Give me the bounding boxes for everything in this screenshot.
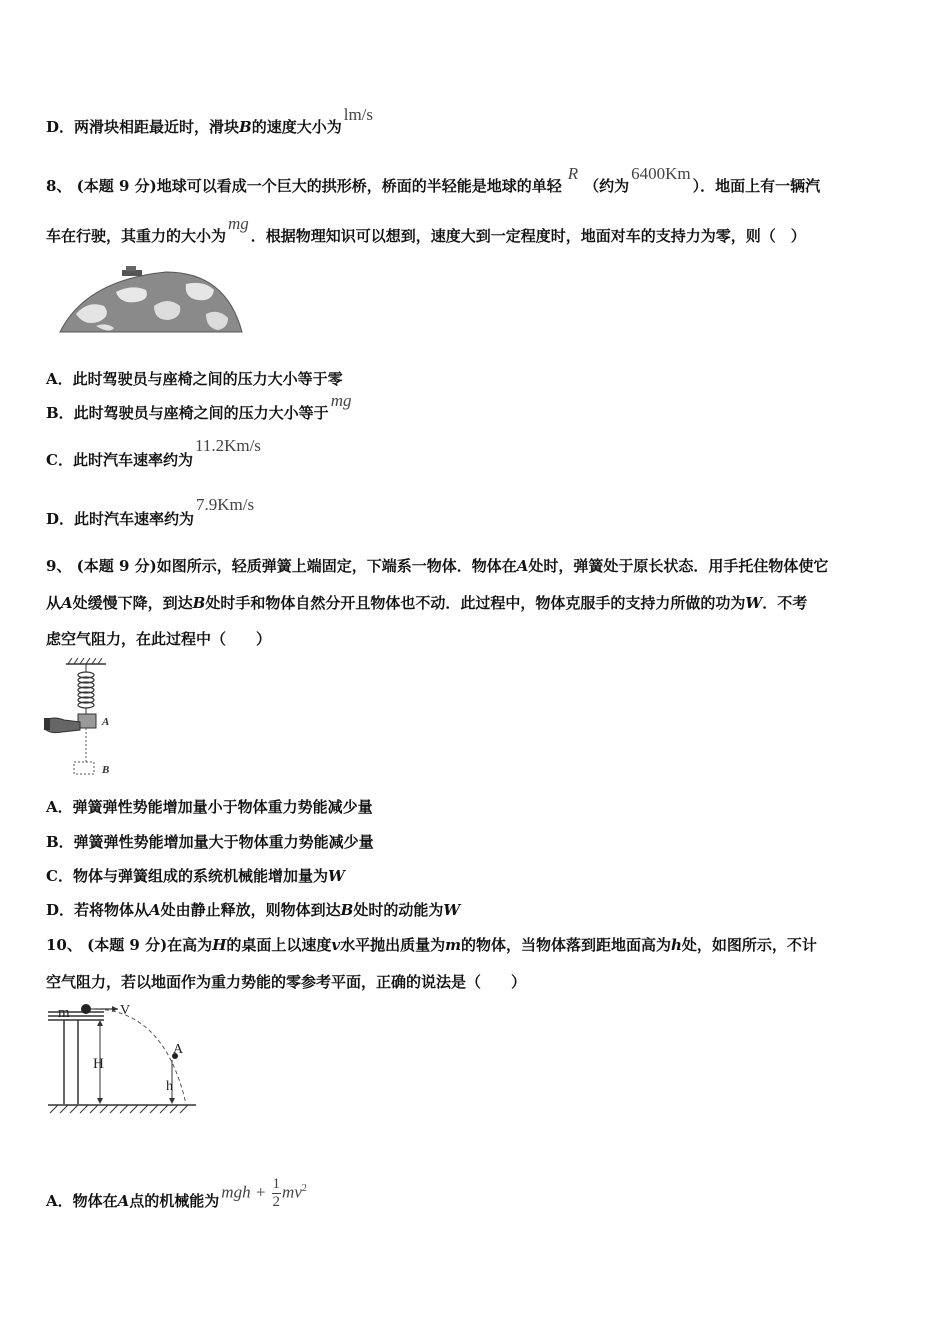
svg-text:V: V: [120, 1003, 131, 1018]
hand-icon: [46, 718, 80, 733]
ball-icon: [81, 1004, 91, 1014]
q8-option-d: D．此时汽车速率约为7.9Km/s: [46, 495, 255, 528]
q9-stem-line2: 从A处缓慢下降，到达B处时手和物体自然分开且物体也不动．此过程中，物体克服手的支持力所做的功为W．不考: [46, 594, 808, 612]
svg-text:m: m: [58, 1005, 70, 1021]
q9-option-a: A．弹簧弹性势能增加量小于物体重力势能减少量: [46, 798, 373, 816]
svg-text:A: A: [102, 716, 110, 728]
q10-option-a: A．物体在 A 点的机械能为 mgh + $\frac{1}{2}$ $mv^2$: [46, 1176, 307, 1210]
q9-stem-line3: 虑空气阻力，在此过程中（ ）: [46, 630, 272, 648]
q8-stem-line1: 8、 (本题 9 分)地球可以看成一个巨大的拱形桥，桥面的半轻能是地球的单轻R（约为6400Km）．地面上有一辆汽: [46, 164, 821, 195]
q8-stem-line2: 车在行驶，其重力的大小为mg．根据物理知识可以想到，速度大到一定程度时，地面对车的支持力为零，则（ ）: [46, 214, 806, 245]
svg-text:h: h: [166, 1079, 173, 1094]
q8-option-c: C．此时汽车速率约为11.2Km/s: [46, 436, 261, 469]
q10-option-a-formula: mgh + $\frac{1}{2}$ $mv^2$: [221, 1176, 307, 1210]
q8-earth-bridge-figure: [56, 262, 246, 334]
q9-option-b: B．弹簧弹性势能增加量大于物体重力势能减少量: [46, 833, 374, 851]
box-b: [74, 762, 94, 774]
q9-option-d: D．若将物体从A处由静止释放，则物体到达B处时的动能为W: [46, 901, 461, 919]
q7-option-d-value: lm/s: [343, 105, 374, 124]
box-a: [78, 714, 96, 728]
svg-text:B: B: [102, 764, 110, 776]
spring-icon: [78, 672, 94, 708]
q9-spring-figure: [44, 658, 134, 778]
q10-projectile-figure: [44, 1000, 204, 1122]
svg-text:A: A: [173, 1042, 184, 1057]
q10-stem-line2: 空气阻力，若以地面作为重力势能的零参考平面，正确的说法是（ ）: [46, 973, 527, 991]
svg-text:H: H: [93, 1056, 104, 1072]
q9-option-c: C．物体与弹簧组成的系统机械能增加量为W: [46, 867, 345, 885]
q8-option-a: A．此时驾驶员与座椅之间的压力大小等于零: [46, 370, 343, 388]
q7-option-d: D．两滑块相距最近时，滑块B的速度大小为lm/s: [46, 105, 374, 136]
q10-stem-line1: 10、 (本题 9 分)在高为H的桌面上以速度v水平抛出质量为m的物体，当物体落到距地面高为h处，如图所示，不计: [46, 936, 817, 954]
q9-stem-line1: 9、 (本题 9 分)如图所示，轻质弹簧上端固定，下端系一物体．物体在A处时，弹簧处于原长状态．用手托住物体使它: [46, 557, 829, 575]
q8-option-b: B．此时驾驶员与座椅之间的压力大小等于mg: [46, 391, 352, 422]
